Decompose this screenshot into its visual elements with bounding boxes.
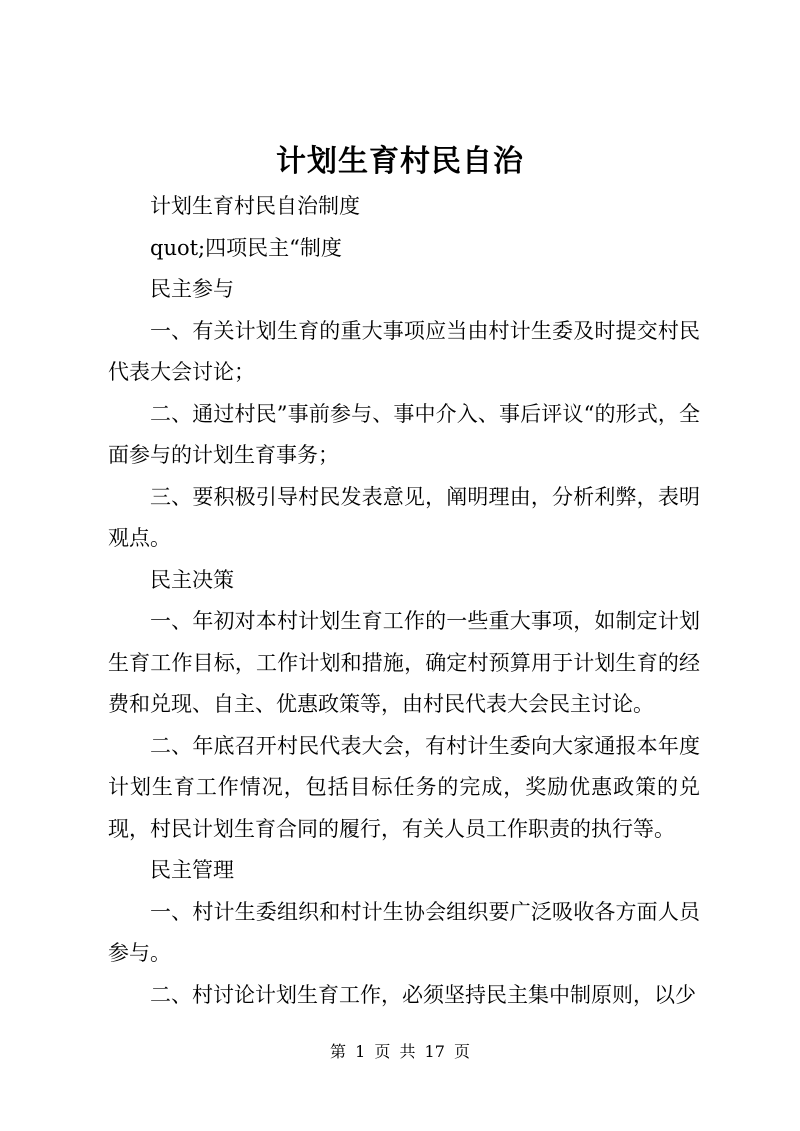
paragraph: 二、年底召开村民代表大会，有村计生委向大家通报本年度计划生育工作情况，包括目标任务的完成，奖励优惠政策的兑现，村民计划生育合同的履行，有关人员工作职责的执行等。 — [108, 733, 700, 841]
document-body — [108, 186, 700, 1016]
section-heading-management: 民主管理 — [150, 858, 234, 882]
section-heading-participation: 民主参与 — [150, 277, 234, 301]
page-footer: 第 1 页 共 17 页 — [330, 1042, 470, 1061]
paragraph: 二、村讨论计划生育工作，必须坚持民主集中制原则，以少 — [150, 982, 696, 1007]
paragraph-four-democracy: quot;四项民主“制度 — [150, 235, 342, 260]
paragraph: 一、有关计划生育的重大事项应当由村计生委及时提交村民代表大会讨论； — [108, 318, 700, 384]
section-heading-decision: 民主决策 — [150, 567, 234, 592]
document-title: 计划生育村民自治 — [276, 144, 524, 179]
paragraph: 一、年初对本村计划生育工作的一些重大事项，如制定计划生育工作目标，工作计划和措施，确定村预算用于计划生育的经费和兑现、自主、优惠政策等，由村民代表大会民主讨论。 — [108, 609, 700, 716]
paragraph-system-name: 计划生育村民自治制度 — [150, 194, 360, 218]
paragraph: 一、村计生委组织和村计生协会组织要广泛吸收各方面人员参与。 — [108, 899, 700, 965]
paragraph: 二、通过村民”事前参与、事中介入、事后评议“的形式，全面参与的计划生育事务； — [108, 401, 700, 467]
paragraph: 三、要积极引导村民发表意见，阐明理由，分析利弊，表明观点。 — [108, 484, 700, 550]
